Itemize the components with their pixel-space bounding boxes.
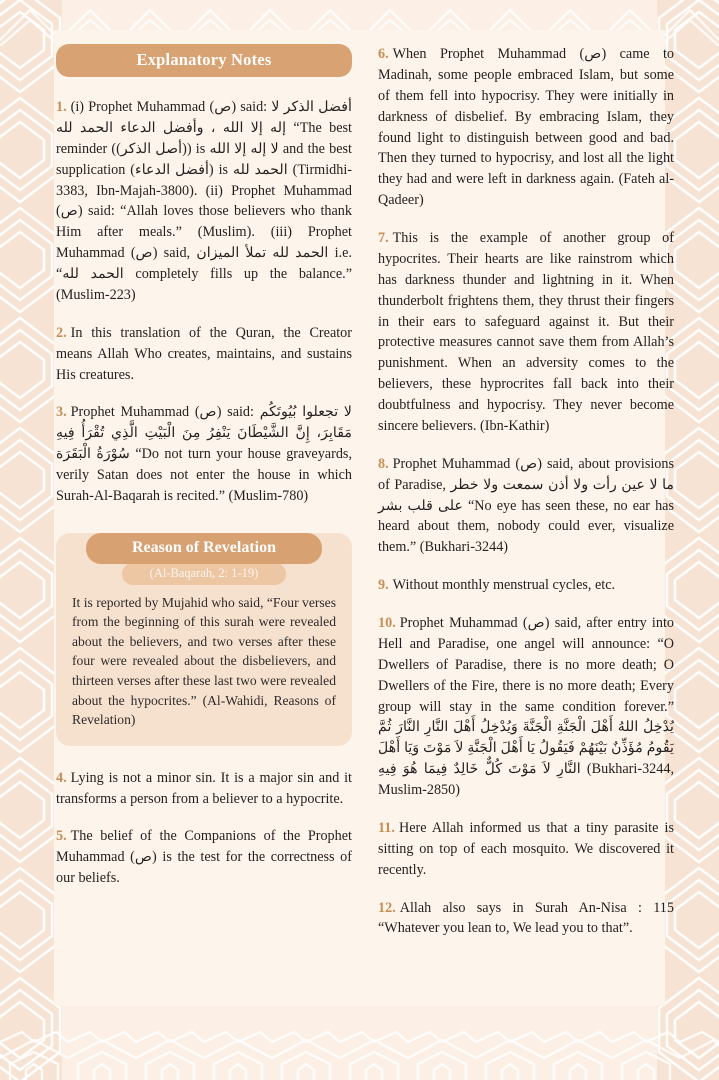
note-text: Without monthly menstrual cycles, etc. (392, 577, 616, 594)
note-text: The belief of the Companions of the Prophet Muhammad (ص) is the test for the correctness of our beliefs. (56, 828, 352, 887)
note-text: In this translation of the Quran, the Creator means Allah Who creates, maintains, and sustains His creatures. (56, 324, 352, 383)
note-number: 10. (378, 615, 396, 631)
note-number: 3. (56, 404, 67, 421)
note-number: 8. (378, 455, 389, 472)
note-number: 12. (378, 899, 396, 916)
note-text: When Prophet Muhammad (ص) came to Madinah, some people embraced Islam, but some of them fell into hypocrisy. They were initially in darkness of disbelief. By embracing Islam, they found light to distinguish between good and bad. Then they turned to hypocrisy, and lost all the light they had and were left in darkness again. (Fateh al-Qadeer) (378, 46, 675, 209)
note-text: Lying is not a minor sin. It is a major sin and it transforms a person from a believer to a hypocrite. (56, 769, 352, 807)
left-column (56, 44, 352, 1080)
note-text: Prophet Muhammad (ص) said: لا تجعلوا بُيُوتَكُم مَقَابِرَ، إِنَّ الشَّيْطَانَ يَنْفِرُ مِنَ الْبَيْتِ الَّذِي تُقْرَأُ فِيهِ سُوْرَةُ الْبَقَرَة “Do not turn your house graveyards, verily Satan does not enter the house in which Surah-Al-Baqarah is recited.” (Muslim-780) (56, 404, 352, 504)
reason-of-revelation-title: Reason of Revelation (86, 533, 322, 564)
note-2 (56, 323, 352, 386)
note-10 (378, 613, 674, 801)
note-1 (56, 97, 352, 306)
note-9 (378, 575, 674, 596)
note-4 (56, 768, 352, 810)
note-number: 6. (378, 46, 389, 62)
note-number: 1. (56, 99, 67, 115)
note-text: Allah also says in Surah An-Nisa : 115 “Whatever you lean to, We lead you to that”. (378, 899, 674, 937)
right-column (378, 44, 674, 1080)
note-number: 11. (378, 819, 395, 836)
note-text: This is the example of another group of hypocrites. Their hearts are like rainstrom which has darkness thunder and lightning in it. When thunderbolt frightens them, they thrust their fingers in their ears to safeguard against it. But their protective measures cannot save them from Allah’s punishment. When an adversity comes to the believers, these hyprocrites fall back into their doubtfulness and hypocrisy. They never become sincere believers. (Ibn-Kathir) (378, 230, 674, 434)
note-11 (378, 818, 674, 881)
note-8 (378, 454, 674, 558)
explanatory-notes-header: Explanatory Notes (56, 44, 352, 77)
note-number: 5. (56, 828, 67, 845)
note-7 (378, 228, 674, 437)
note-text: Prophet Muhammad (ص) said, after entry into Hell and Paradise, one angel will announce: “O Dwellers of Paradise, there is no more death; O Dwellers of the Fire, there is no more death; Every group will stay in the same condition forever.” يُدْخِلُ اللهُ أَهْلَ الْجَنَّةِ الْجَنَّةَ وَيُدْخِلُ أَهْلَ النَّارِ النَّارَ ثُمَّ يَقُومُ مُؤَذِّنٌ بَيْنَهُمْ فَيَقُولُ يَا أَهْلَ الْجَنَّةِ لاَ مَوْتَ وَيَا أَهْلَ النَّارِ لاَ مَوْتَ كُلٌّ خَالِدٌ فِيمَا هُوَ فِيهِ (Bukhari-3244, Muslim-2850) (378, 615, 674, 798)
reason-of-revelation-subtitle: (Al-Baqarah, 2: 1-19) (122, 563, 286, 585)
reason-of-revelation-body: It is reported by Mujahid who said, “Four verses from the beginning of this surah were revealed about the believers, and two verses after these four were revealed about the disbelievers, and thirteen verses after these last two were revealed about the hypocrites.” (Al-Wahidi, Reasons of Revelation) (72, 594, 336, 728)
note-5 (56, 826, 352, 889)
note-number: 9. (378, 577, 389, 594)
note-12 (378, 898, 674, 940)
note-number: 2. (56, 324, 67, 341)
note-text: Prophet Muhammad (ص) said, about provisions of Paradise, ما لا عين رأت ولا أذن سمعت ولا خطر على قلب بشر “No eye has seen these, no ear has heard about them, nobody could ever, visualize them.” (Bukhari-3244) (378, 455, 675, 556)
note-number: 7. (378, 230, 389, 246)
note-text: Here Allah informed us that a tiny parasite is sitting on top of each mosquito. We discovered it recently. (378, 819, 674, 878)
reason-of-revelation-block (56, 533, 352, 746)
note-3 (56, 402, 352, 506)
note-text: (i) Prophet Muhammad (ص) said: أفضل الذكر لا إله إلا الله ، وأفضل الدعاء الحمد لله “The best reminder ((أصل الذكر)) is لا إله إلا الله and the best supplication (أفضل الدعاء) is الحمد لله (Tirmidhi-3383, Ibn-Majah-3800). (ii) Prophet Muhammad (ص) said: “Allah loves those believers who thank Him after meals.” (Muslim). (iii) Prophet Muhammad (ص) said, الحمد لله تملأ الميزان i.e. “الحمد لله completely fills up the balance.” (Muslim-223) (56, 99, 353, 303)
note-6 (378, 44, 674, 211)
note-number: 4. (56, 769, 67, 786)
